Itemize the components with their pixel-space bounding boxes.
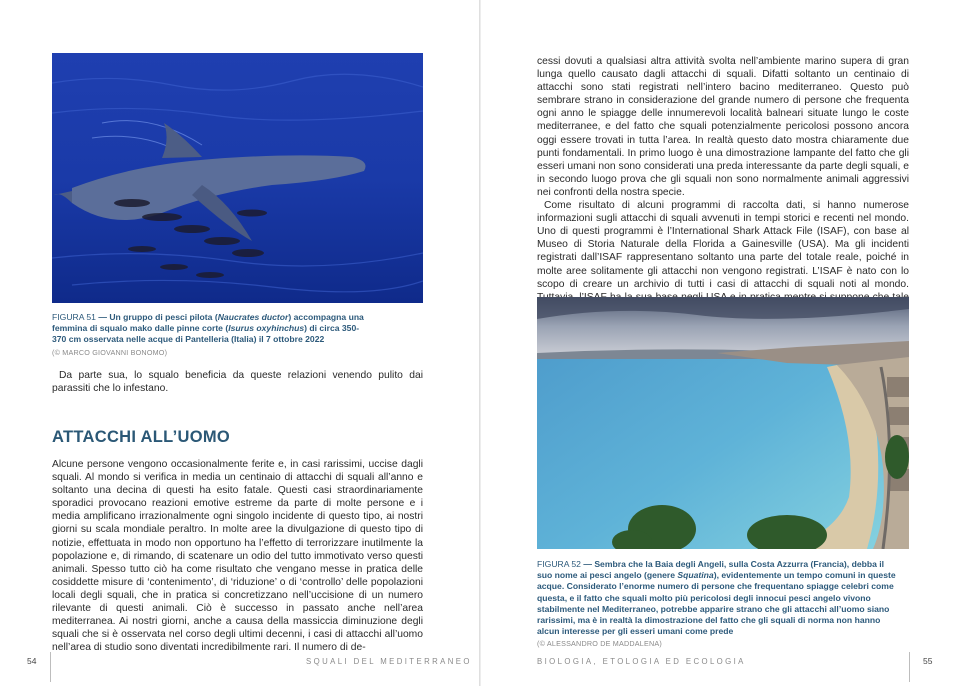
page-gutter bbox=[479, 0, 481, 686]
bay-photo-illustration bbox=[537, 297, 909, 549]
figure-52-caption-text-2: ), evidentemente un tempo comuni in queste acque. Considerato l’enorme numero di persone che frequentano spiagge celebri come questa, e il fatto che squali molto più pericolosi degli innocui pesci angelo vivono stabilmente nel Mediterraneo, potrebbe apparire strano che gli attacchi all’uomo siano rarissimi, ma è in realtà la dimostrazione del fatto che gli squali di norma non hanno alcun interesse per gli esseri umani come prede bbox=[537, 570, 896, 637]
left-body-text bbox=[52, 458, 423, 654]
section-heading: ATTACCHI ALL’UOMO bbox=[52, 428, 231, 446]
figure-51-caption-text-1: — Un gruppo di pesci pilota ( bbox=[95, 312, 218, 322]
figure-52-caption-text-1: — Sembra che la Baia degli Angeli, sulla Costa Azzurra (Francia), debba il suo nome ai pesci angelo (genere bbox=[537, 559, 885, 581]
right-paragraph-2: Come risultato di alcuni programmi di raccolta dati, si hanno numerose informazioni sugli attacchi di squali avvenuti in tempi storici e recenti nel mondo. Uno di questi programmi è l’International Shark Attack File (ISAF), con base al Museo di Storia Naturale della Florida a Gainesville (USA). Ma gli incidenti registrati dall’ISAF rappresentano soltanto una parte del totale reale, poiché in molte aree solitamente gli attacchi non vengono registrati. L’ISAF è nato con lo scopo di creare un archivio di tutti i casi di attacchi di squali noti al mondo. bbox=[537, 200, 909, 290]
figure-51-species-1: Naucrates ductor bbox=[217, 312, 289, 322]
page-number-right: 55 bbox=[923, 656, 933, 666]
figure-51-caption bbox=[52, 312, 368, 358]
figure-51-caption-text-3: ) di circa 350-370 cm osservata nelle acque di Pantelleria (Italia) il 7 ottobre 2022 bbox=[52, 323, 360, 345]
footer-rule-left bbox=[50, 652, 51, 682]
figure-52-caption bbox=[537, 559, 901, 650]
figure-51-label: FIGURA 51 bbox=[52, 312, 96, 322]
figure-52-credit: (© ALESSANDRO DE MADDALENA) bbox=[537, 639, 662, 649]
shark-photo-illustration bbox=[52, 53, 423, 303]
running-head-right: BIOLOGIA, ETOLOGIA ED ECOLOGIA bbox=[537, 657, 746, 666]
bay-of-angels-photo bbox=[537, 297, 909, 549]
running-head-left: SQUALI DEL MEDITERRANEO bbox=[306, 657, 472, 666]
figure-52-genus: Squatina bbox=[677, 570, 714, 581]
right-paragraph-1: cessi dovuti a qualsiasi altra attività svolta nell’ambiente marino supera di gran lunga quello causato dagli attacchi di squali. Difatti soltanto un centinaio di attacchi sono stati registrati nell’intero bacino mediterraneo. Questo può sembrare strano in considerazione del grande numero di persone che frequenta ogni anno le spiagge delle innumerevoli località balneari situate lungo le coste mediterranee, e del fatto che squali potenzialmente pericolosi possono ancora oggi essere trovati in tutta l’area. In realtà questo dato mostra chiaramente due punti fondamentali. In primo luogo è una dimostrazione lampante del fatto che gli esseri umani non sono considerati una preda interessante da parte degli squali, e in secondo luogo prova che gli squali non sono normalmente animali aggressivi nei confronti della nostra specie. bbox=[537, 56, 909, 198]
footer-rule-right bbox=[909, 652, 910, 682]
figure-51-credit: (© MARCO GIOVANNI BONOMO) bbox=[52, 347, 168, 357]
attacks-paragraph: Alcune persone vengono occasionalmente ferite e, in casi rarissimi, uccise dagli squali. Al mondo si verifica in media un centinaio di attacchi di squali all’anno e soltanto una decina di questi ha esito fatale. Questi casi straordinariamente sporadici provocano reazioni emotive estreme da parte di molte persone e i media amplificano irrazionalmente ogni singolo incidente di questo tipo, ai nostri giorni su scala mondiale peraltro. In molte aree la divulgazione di questo tipo di notizie, effettuata in modo non opportuno ha l’effetto di terrorizzare inutilmente la popolazione e, di rimando, di scatenare un odio del tutto immotivato verso questi animali. Spesso tutto ciò ha come risultato che vengano messe in pratica delle cosiddette misure di ‘contenimento’, di ‘riduzione’ o di ‘controllo’ delle popolazioni locali degli squali, che in pratica si concretizzano nell’uccisione di un numero rilevante di questi animali. Ciò è successo in passato anche nell’area mediterranea. Ai nostri giorni, anche a causa della massiccia diminuzione degli squali che si è osservata nel corso degli ultimi decenni, i casi di attacchi all’uomo nell’area di studio sono diventati incredibilmente rari. Il numero di de- bbox=[52, 459, 423, 654]
shark-pilot-fish-photo bbox=[52, 53, 423, 303]
left-intro-paragraph bbox=[52, 369, 423, 395]
page-number-left: 54 bbox=[27, 656, 37, 666]
figure-51-species-2: Isurus oxyhinchus bbox=[228, 323, 305, 334]
figure-52-label: FIGURA 52 bbox=[537, 559, 581, 569]
intro-text: Da parte sua, lo squalo beneficia da queste relazioni venendo pulito dai parassiti che lo infestano. bbox=[52, 370, 423, 395]
figure-51-caption-text-2: ) accompagna una femmina di squalo mako dalle pinne corte ( bbox=[52, 312, 364, 334]
right-body-text bbox=[537, 55, 909, 317]
